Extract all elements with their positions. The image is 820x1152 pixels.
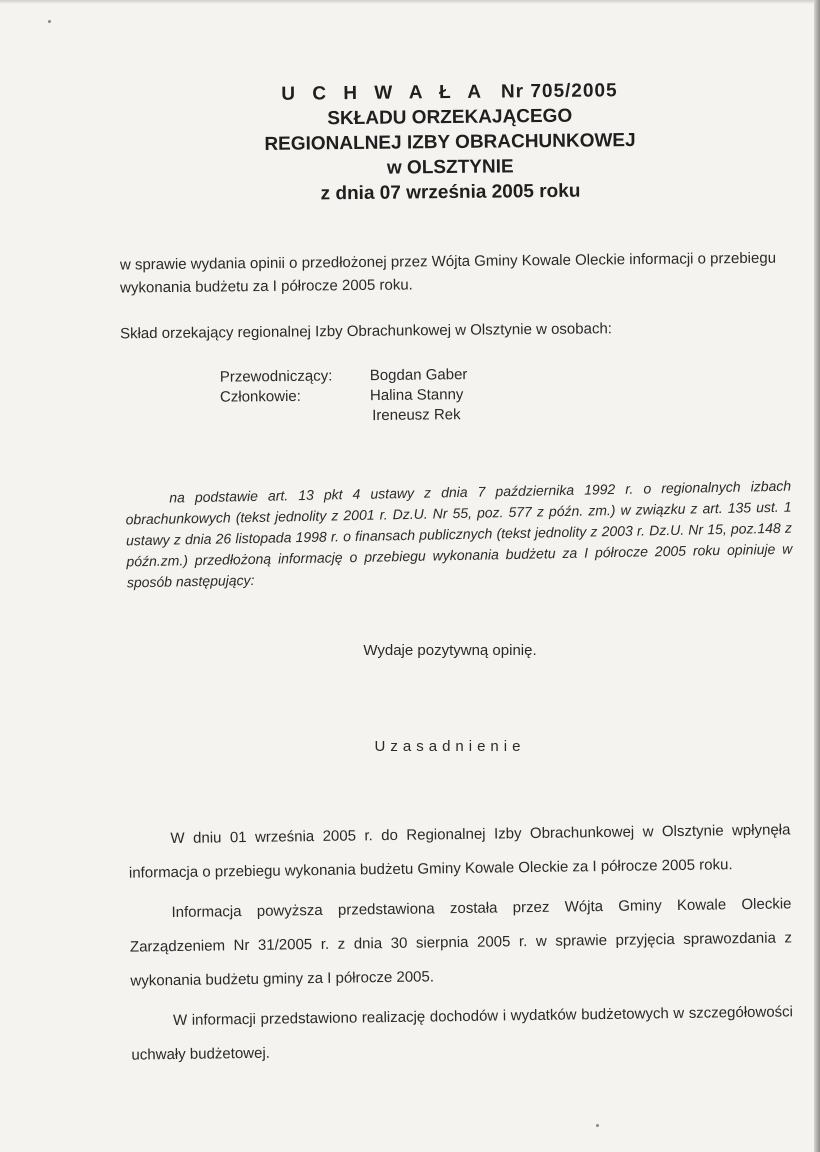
justification-body [128,813,794,1078]
members-role: Członkowie: [219,387,301,406]
resolution-title [239,78,659,107]
resolution-header [239,78,660,207]
legal-basis-paragraph: na podstawie art. 13 pkt 4 ustawy z dnia 7 października 1992 r. o regionalnych izbach obrachunkowych (tekst jednolity z 2001 r. Dz.U. Nr 55, poz. 577 z późn. zm.) w związku z art. 135 ust. 1 ustawy z dnia 26 listopada 1998 r. o finansach publicznych (tekst jednolity z 2003 r. Dz.U. Nr 15, poz.148 z późn.zm.) przedłożoną informację o przebiegu wykonania budżetu za I półrocze 2005 roku opiniuje w sposób następujący: [125,477,793,591]
justification-paragraph: W dniu 01 września 2005 r. do Regionalnej Izby Obrachunkowej w Olsztynie wpłynęła informacja o przebiegu wykonania budżetu Gminy Kowale Oleckie za I półrocze 2005 roku. [128,821,791,882]
subject-paragraph: w sprawie wydania opinii o przedłożonej przez Wójta Gminy Kowale Oleckie informacji o przebiegu wykonania budżetu za I półrocze 2005 roku. [119,249,777,297]
panel-members [220,364,541,427]
scan-right-edge [814,0,820,1152]
chair-name: Bogdan Gaber [369,366,468,385]
decision-text: Wydaje pozytywną opinię. [363,642,537,659]
justification-paragraph: Informacja powyższa przedstawiona została przez Wójta Gminy Kowale Oleckie Zarządzeniem Nr 31/2005 r. z dnia 30 sierpnia 2005 r. w sprawie przyjęcia sprawozdania z wykonania budżetu gminy za I półrocze 2005. [129,895,793,990]
justification-title: Uzasadnienie [374,738,526,755]
scan-speck [48,20,51,23]
scan-speck [596,1124,599,1127]
chair-role: Przewodniczący: [219,367,333,386]
header-line-2: SKŁADU ORZEKAJĄCEGO [327,105,573,130]
header-line-3: REGIONALNEJ IZBY OBRACHUNKOWEJ [264,130,636,155]
header-date: z dnia 07 września 2005 roku [320,180,581,205]
member-name: Halina Stanny [369,386,464,405]
member-name: Ireneusz Rek [372,406,461,425]
title-word: U C H W A Ł A [281,81,488,105]
panel-intro: Skład orzekający regionalnej Izby Obrachunkowej w Olsztynie w osobach: [119,320,613,343]
resolution-number: Nr 705/2005 [500,80,618,103]
scan-top-edge [0,0,820,4]
header-line-4: w OLSZTYNIE [386,156,514,179]
justification-paragraph: W informacji przedstawiono realizację dochodów i wydatków budżetowych w szczegółowości uchwały budżetowej. [131,1003,794,1064]
